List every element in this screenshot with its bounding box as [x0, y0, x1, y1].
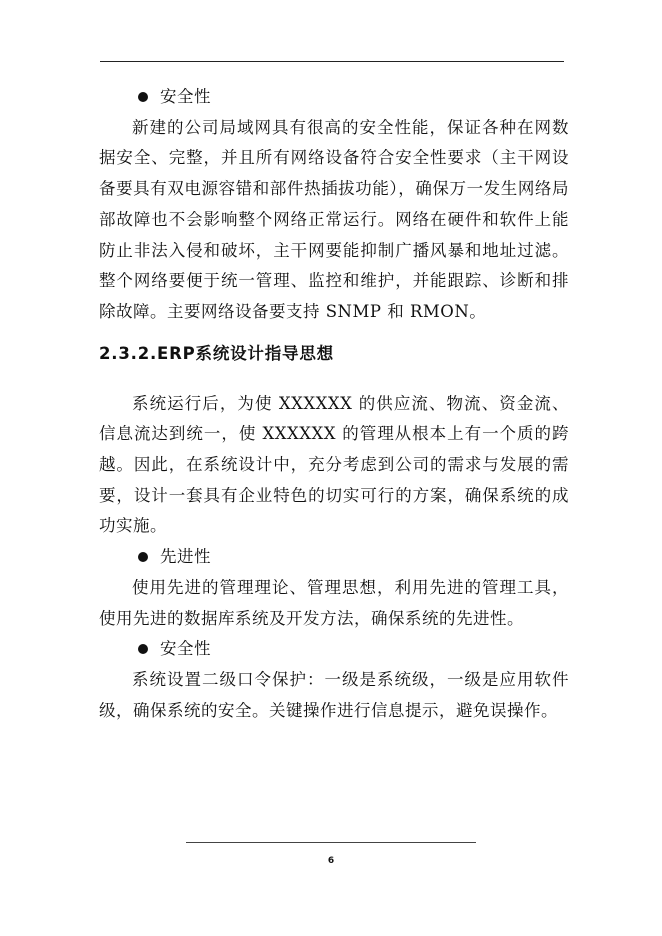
bullet-dot-icon [138, 644, 148, 654]
bullet-label: 先进性 [160, 547, 211, 567]
bullet-dot-icon [138, 92, 148, 102]
paragraph-intro: 系统运行后，为使 XXXXXX 的供应流、物流、资金流、信息流达到统一，使 XXXXXX 的管理从根本上有一个质的跨越。因此，在系统设计中，充分考虑到公司的需求与发展的需要，设计一套具有企业特色的切实可行的方案，确保系统的成功实施。 [99, 393, 569, 536]
heading-spacer [99, 369, 569, 389]
document-body [99, 82, 569, 726]
bullet-label: 安全性 [160, 87, 211, 106]
bullet-label: 安全性 [160, 639, 211, 659]
paragraph-network-security: 新建的公司局域网具有很高的安全性能，保证各种在网数据安全、完整，并且所有网络设备符合安全性要求（主干网设备要具有双电源容错和部件热插拔功能），确保万一发生网络局部故障也不会影响整个网络正常运行。网络在硬件和软件上能防止非法入侵和破坏，主干网要能抑制广播风暴和地址过滤。整个网络要便于统一管理、监控和维护，并能跟踪、诊断和排除故障。主要网络设备要支持 SNMP 和 RMON。 [99, 117, 569, 321]
footer-rule [186, 842, 476, 843]
bullet-security-1 [99, 82, 569, 113]
bullet-dot-icon [138, 552, 148, 562]
bullet-advanced [99, 542, 569, 573]
page-number: 6 [327, 856, 335, 866]
header-rule [100, 61, 564, 62]
bullet-security-2 [99, 634, 569, 665]
paragraph-advanced: 使用先进的管理理论、管理思想，利用先进的管理工具，使用先进的数据库系统及开发方法，确保系统的先进性。 [99, 577, 569, 628]
section-heading: 2.3.2.ERP系统设计指导思想 [99, 343, 334, 363]
paragraph-system-security: 系统设置二级口令保护：一级是系统级，一级是应用软件级，确保系统的安全。关键操作进行信息提示，避免误操作。 [99, 669, 569, 720]
